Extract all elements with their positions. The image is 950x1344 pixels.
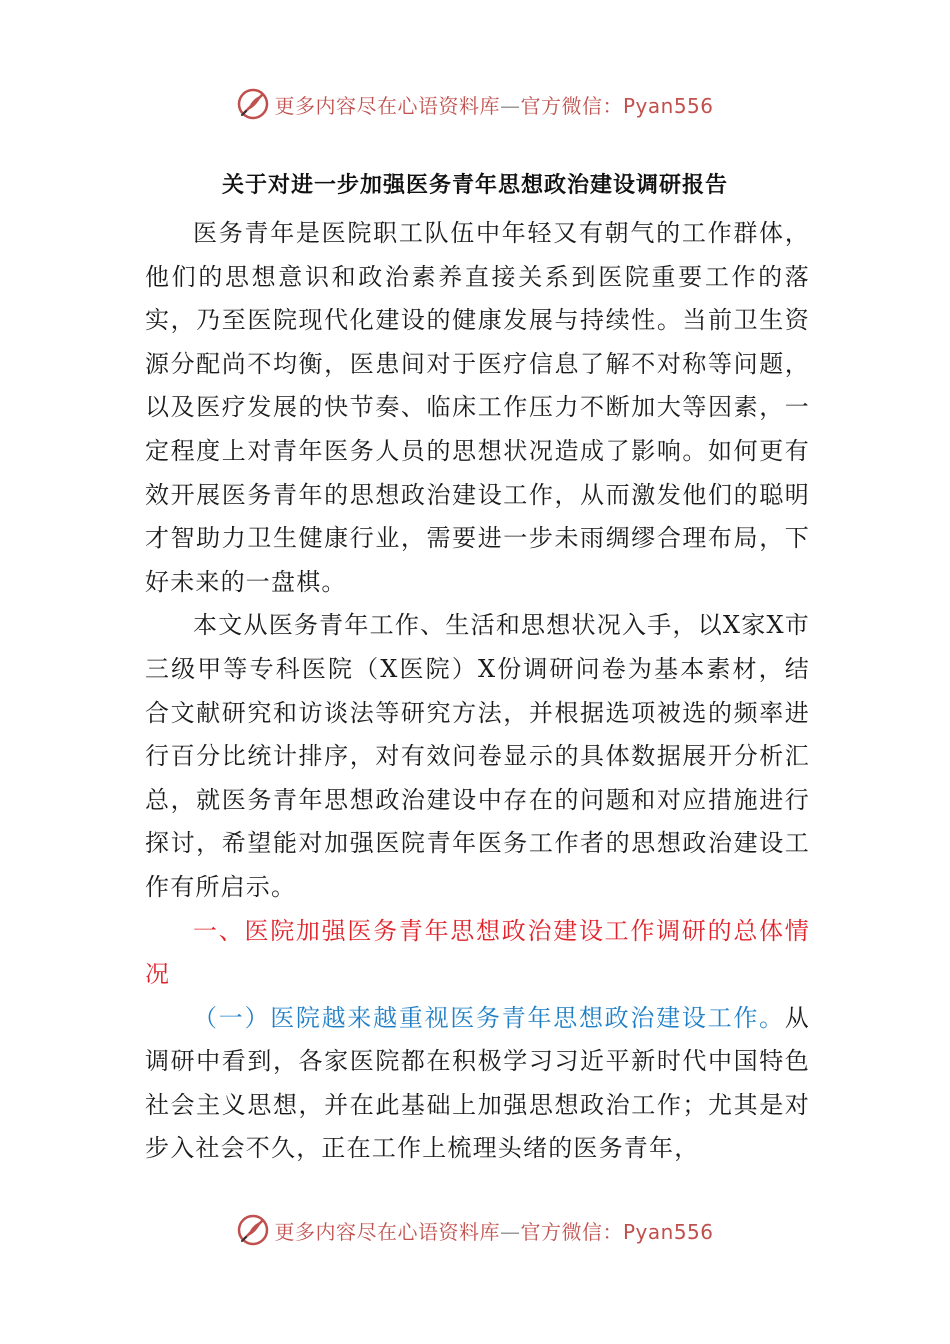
watermark-wechat-id: Pyan556 [622, 93, 714, 118]
paragraph: 医务青年是医院职工队伍中年轻又有朝气的工作群体，他们的思想意识和政治素养直接关系到医院重要工作的落实，乃至医院现代化建设的健康发展与持续性。当前卫生资源分配尚不均衡，医患间对于医疗信息了解不对称等问题，以及医疗发展的快节奏、临床工作压力不断加大等因素，一定程度上对青年医务人员的思想状况造成了影响。如何更有效开展医务青年的思想政治建设工作，从而激发他们的聪明才智助力卫生健康行业，需要进一步未雨绸缪合理布局，下好未来的一盘棋。 [145, 219, 810, 596]
quill-logo-icon [236, 1213, 270, 1247]
subsection-paragraph [145, 997, 810, 1171]
subsection-heading: （一）医院越来越重视医务青年思想政治建设工作。 [193, 1003, 785, 1032]
watermark-library-name: 更多内容尽在心语资料库 [274, 93, 500, 118]
watermark-text [274, 90, 713, 119]
header-watermark [0, 84, 950, 124]
watermark-text [274, 1216, 713, 1245]
document-body [145, 212, 810, 1171]
subsection-text: 从调研中看到，各家医院都在积极学习习近平新时代中国特色社会主义思想，并在此基础上加强思想政治工作；尤其是对步入社会不久，正在工作上梳理头绪的医务青年， [145, 1003, 810, 1163]
watermark-wechat-label: 官方微信： [520, 1219, 623, 1244]
watermark-wechat-label: 官方微信： [520, 93, 623, 118]
document-title: 关于对进一步加强医务青年思想政治建设调研报告 [221, 172, 728, 198]
quill-logo-icon [236, 87, 270, 121]
footer-watermark [0, 1210, 950, 1250]
watermark-dash: — [499, 1219, 521, 1244]
section-heading: 一、医院加强医务青年思想政治建设工作调研的总体情况 [145, 916, 810, 989]
watermark-dash: — [499, 93, 521, 118]
watermark-library-name: 更多内容尽在心语资料库 [274, 1219, 500, 1244]
watermark-wechat-id: Pyan556 [622, 1219, 714, 1244]
paragraph: 本文从医务青年工作、生活和思想状况入手，以X家X市三级甲等专科医院（X医院）X份调研问卷为基本素材，结合文献研究和访谈法等研究方法，并根据选项被选的频率进行百分比统计排序，对有效问卷显示的具体数据展开分析汇总，就医务青年思想政治建设中存在的问题和对应措施进行探讨，希望能对加强医院青年医务工作者的思想政治建设工作有所启示。 [145, 611, 810, 901]
